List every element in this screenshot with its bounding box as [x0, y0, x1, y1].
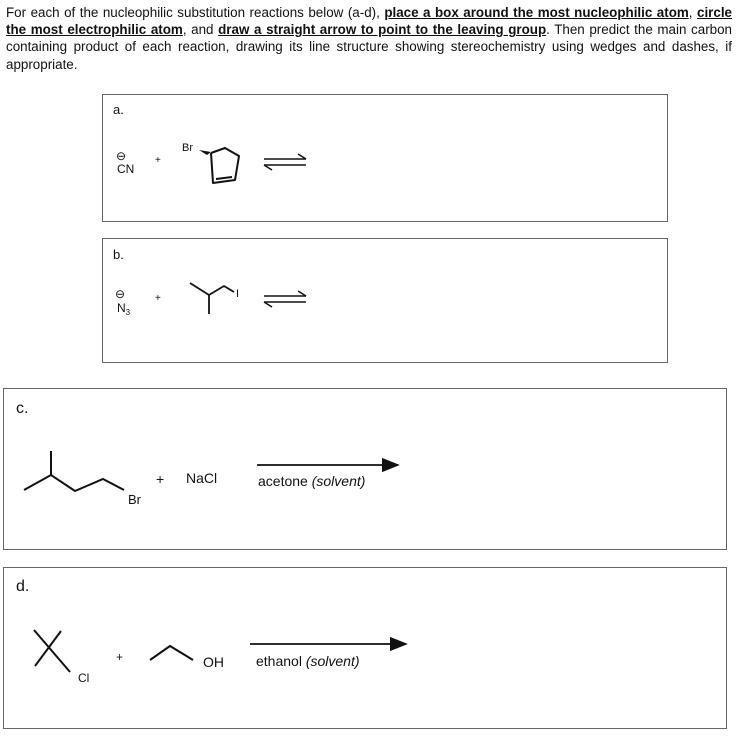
reaction-b-substrate-atom: I — [236, 288, 240, 300]
instructions-text-1: For each of the nucleophilic substitution reactions below (a-d), — [6, 5, 385, 20]
reaction-b-isobutyl-chain — [190, 283, 234, 314]
reaction-c-label: c. — [16, 400, 29, 417]
reaction-c-solvent: acetone — [258, 473, 308, 489]
reaction-c-conditions — [258, 473, 365, 489]
reaction-c-solvent-note: (solvent) — [311, 473, 366, 489]
reaction-d-tertiary-structure — [34, 630, 70, 672]
instructions-text-2: , — [688, 5, 697, 20]
reaction-b-nucleophile — [117, 301, 131, 317]
reaction-a-plus: + — [155, 155, 161, 166]
instructions-task-box: place a box around the most nucleophilic atom — [384, 5, 689, 20]
reaction-d-solvent-note: (solvent) — [305, 653, 360, 669]
reaction-d-label: d. — [16, 578, 30, 595]
reaction-c-substrate-atom: Br — [128, 492, 141, 507]
reaction-d-plus: + — [116, 650, 124, 664]
reaction-b-nucleophile-main: N — [117, 301, 126, 315]
reaction-a-charge-icon: ⊖ — [116, 149, 127, 163]
reaction-a-equilibrium-arrow — [264, 154, 306, 170]
reaction-d-ethanol-chain — [150, 646, 193, 660]
instructions-task-circle: circle the most electrophilic atom — [6, 5, 732, 38]
reaction-c-reagent: NaCl — [186, 470, 218, 486]
reaction-b-plus: + — [155, 293, 161, 304]
reaction-d-solvent: ethanol — [256, 653, 302, 669]
reaction-a-nucleophile: CN — [117, 162, 135, 176]
instructions-text-4: . Then predict the main carbon containing product of each reaction, drawing its line structure showing stereochemistry using wedges and dashes, if appropriate. — [6, 22, 732, 72]
reaction-a-substrate-atom: Br — [182, 142, 193, 154]
reaction-b-nucleophile-subscript: 3 — [125, 308, 131, 317]
reaction-d-conditions — [256, 653, 360, 669]
reaction-b-charge-icon: ⊖ — [115, 287, 126, 301]
reaction-c-skeletal-structure — [24, 451, 124, 491]
reaction-c-plus: + — [156, 471, 165, 487]
instructions-text-3: , and — [182, 22, 219, 38]
reaction-d-reagent-atom: OH — [203, 654, 224, 670]
reaction-a-label: a. — [113, 102, 124, 117]
reaction-b-label: b. — [113, 247, 124, 262]
instructions-task-arrow: draw a straight arrow to point to the leaving group — [218, 22, 547, 38]
reaction-a-cyclopentene — [199, 148, 239, 183]
reaction-d-substrate-atom: Cl — [78, 671, 90, 685]
reaction-b-equilibrium-arrow — [264, 291, 306, 307]
